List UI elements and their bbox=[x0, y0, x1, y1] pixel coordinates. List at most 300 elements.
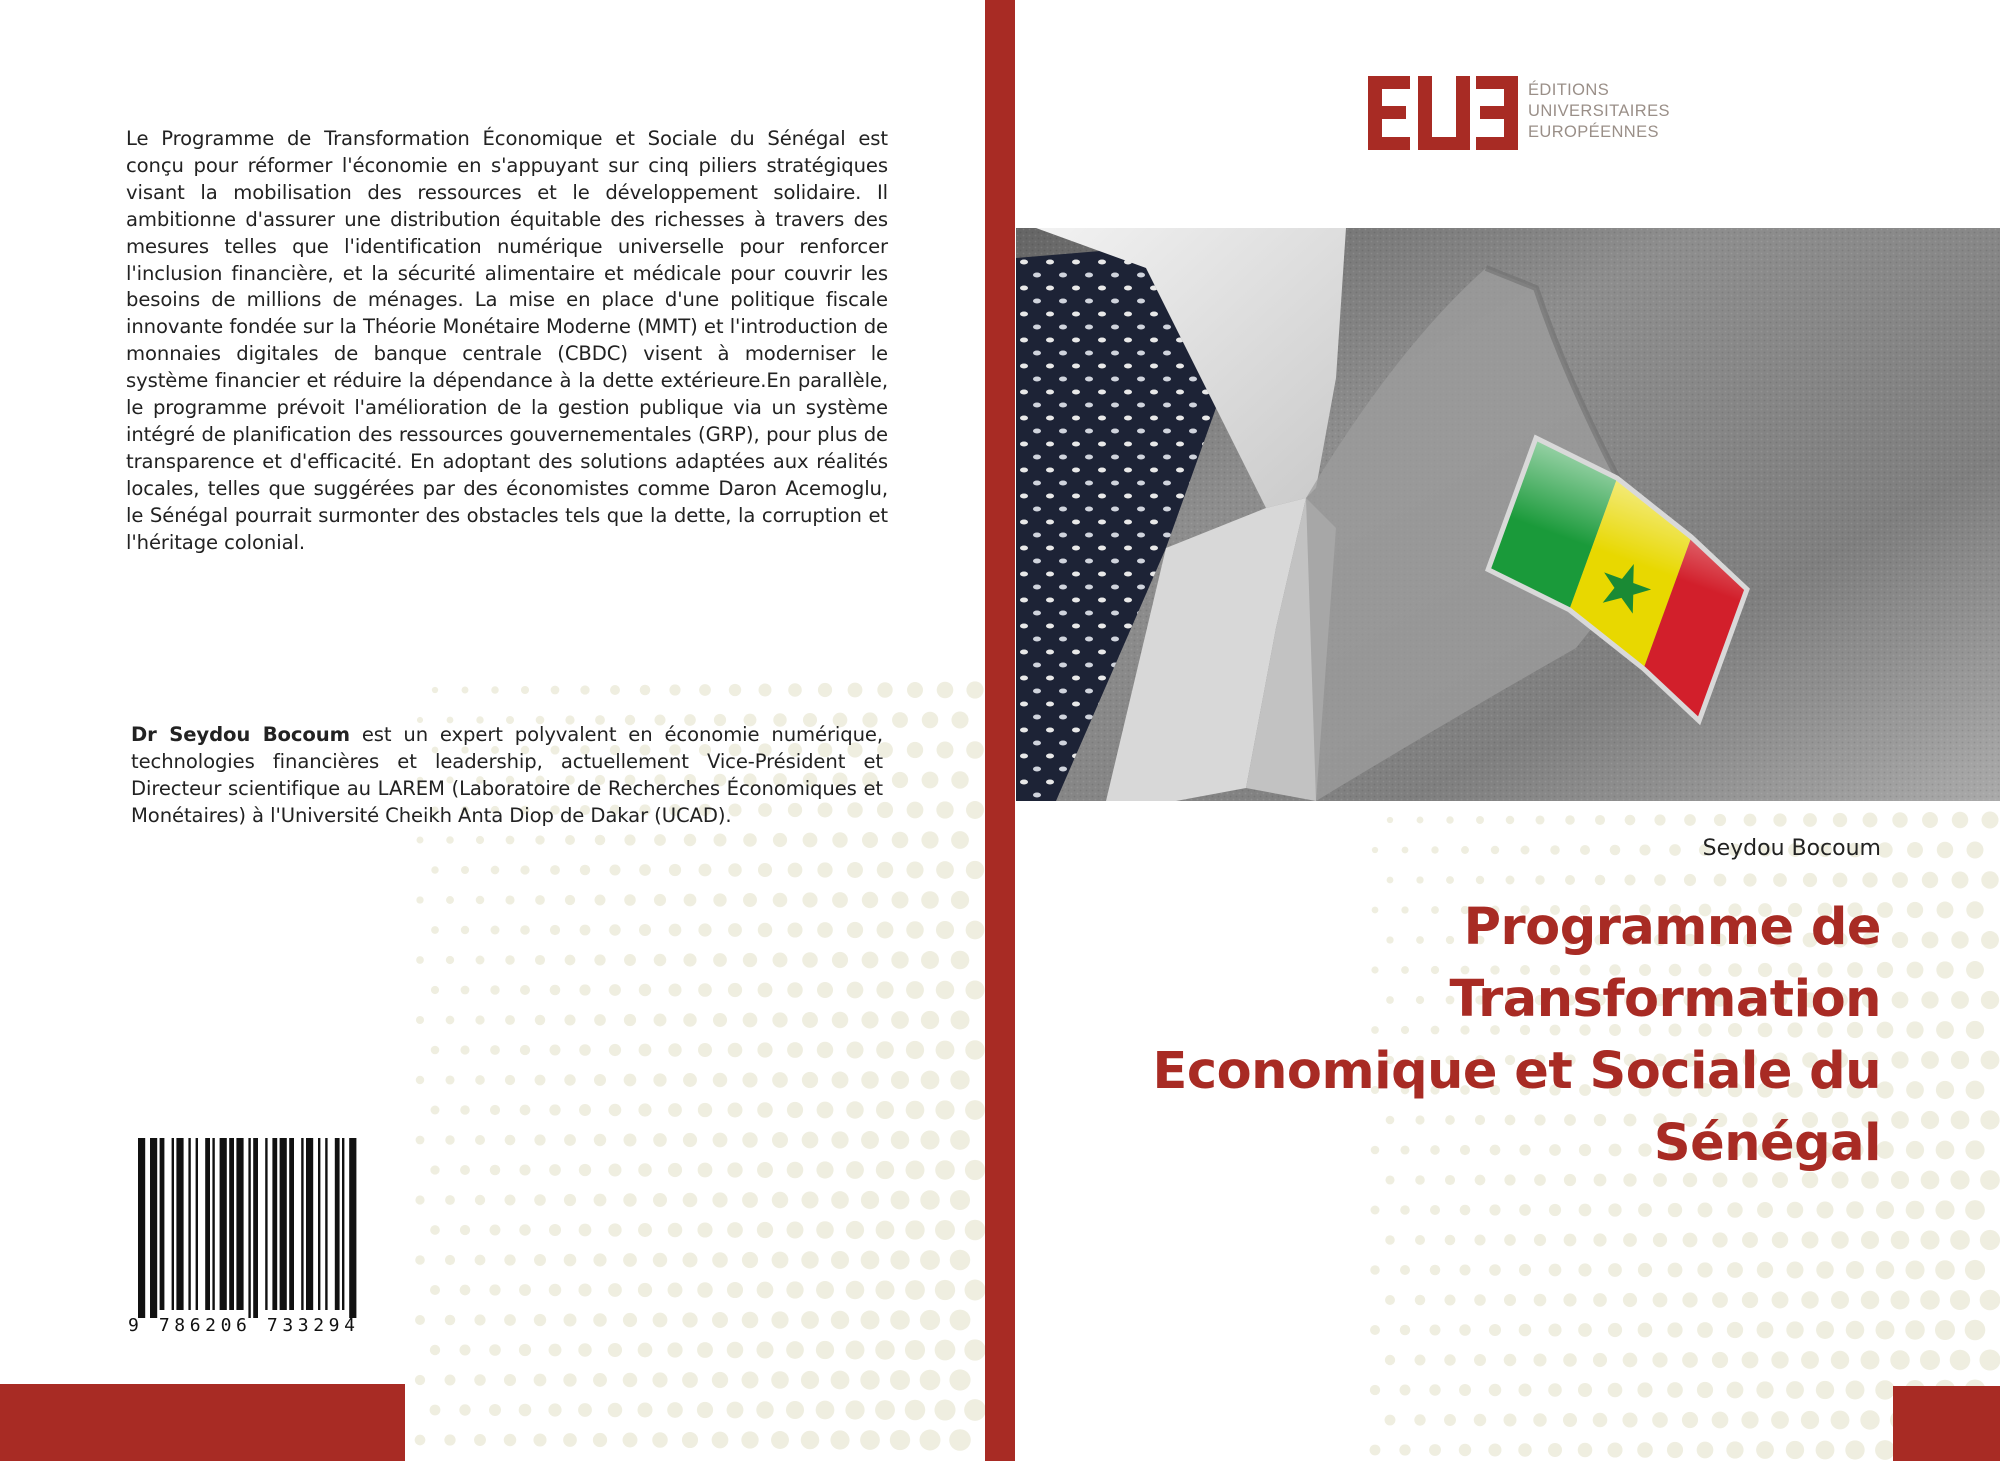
background-dot bbox=[548, 1403, 561, 1416]
background-dot bbox=[668, 1043, 681, 1056]
background-dot bbox=[816, 1341, 834, 1359]
background-dot bbox=[565, 895, 575, 905]
background-dot bbox=[1667, 1382, 1683, 1398]
background-dot bbox=[892, 712, 908, 728]
background-dot bbox=[1400, 1265, 1410, 1275]
background-dot bbox=[950, 1190, 970, 1210]
background-dot bbox=[920, 1310, 940, 1330]
spine-red-band bbox=[985, 0, 1015, 1461]
background-dot bbox=[951, 771, 968, 788]
background-dot bbox=[1533, 1413, 1547, 1427]
background-dot bbox=[1489, 1444, 1502, 1457]
background-dot bbox=[1638, 1263, 1652, 1277]
background-dot bbox=[1639, 844, 1650, 855]
background-dot bbox=[1667, 1442, 1683, 1458]
background-dot bbox=[817, 1102, 834, 1119]
background-dot bbox=[1370, 1445, 1381, 1456]
background-dot bbox=[653, 1313, 668, 1328]
background-dot bbox=[1756, 1441, 1774, 1459]
background-dot bbox=[698, 983, 712, 997]
background-dot bbox=[729, 684, 741, 696]
background-dot bbox=[905, 1280, 925, 1300]
background-dot bbox=[474, 1434, 486, 1446]
background-dot bbox=[713, 893, 726, 906]
background-dot bbox=[773, 893, 788, 908]
background-dot bbox=[668, 1283, 683, 1298]
background-dot bbox=[1653, 1233, 1667, 1247]
background-dot bbox=[1906, 1201, 1925, 1220]
publisher-name bbox=[1528, 80, 1670, 143]
background-dot bbox=[639, 984, 651, 996]
background-dot bbox=[624, 1074, 637, 1087]
background-dot bbox=[1980, 1290, 2000, 1311]
background-dot bbox=[474, 1374, 486, 1386]
background-dot bbox=[875, 1400, 895, 1420]
background-dot bbox=[1608, 1203, 1621, 1216]
background-dot bbox=[801, 1311, 819, 1329]
background-dot bbox=[922, 772, 939, 789]
background-dot bbox=[623, 1313, 637, 1327]
background-dot bbox=[668, 1103, 682, 1117]
background-dot bbox=[1861, 1351, 1880, 1370]
background-dot bbox=[1474, 1234, 1485, 1245]
background-dot bbox=[1595, 875, 1606, 886]
background-dot bbox=[446, 836, 454, 844]
background-dot bbox=[1491, 846, 1499, 854]
background-dot bbox=[624, 1014, 636, 1026]
background-dot bbox=[771, 1311, 788, 1328]
background-dot bbox=[818, 683, 832, 697]
background-dot bbox=[683, 1193, 698, 1208]
barcode-bar bbox=[220, 1138, 227, 1310]
background-dot bbox=[1891, 1111, 1909, 1129]
background-dot bbox=[875, 1280, 894, 1299]
background-dot bbox=[1786, 1441, 1804, 1459]
background-dot bbox=[460, 1285, 471, 1296]
background-dot bbox=[1951, 991, 1969, 1009]
background-dot bbox=[1579, 1204, 1592, 1217]
background-dot bbox=[831, 1251, 849, 1269]
background-dot bbox=[697, 1222, 712, 1237]
background-dot bbox=[965, 1280, 986, 1301]
background-dot bbox=[1726, 1441, 1743, 1458]
background-dot bbox=[1831, 1411, 1850, 1430]
background-dot bbox=[1385, 1415, 1396, 1426]
background-dot bbox=[1623, 1233, 1637, 1247]
background-dot bbox=[1429, 1384, 1440, 1395]
background-dot bbox=[1890, 1350, 1909, 1369]
background-dot bbox=[787, 982, 802, 997]
background-dot bbox=[431, 926, 439, 934]
background-dot bbox=[1402, 847, 1409, 854]
background-dot bbox=[1771, 1411, 1789, 1429]
background-dot bbox=[460, 1105, 470, 1115]
background-dot bbox=[1935, 1320, 1955, 1340]
barcode-bar bbox=[188, 1138, 190, 1310]
background-dot bbox=[609, 1044, 621, 1056]
background-dot bbox=[505, 1195, 516, 1206]
background-dot bbox=[906, 981, 924, 999]
background-dot bbox=[743, 893, 757, 907]
background-dot bbox=[1981, 1051, 2000, 1070]
background-dot bbox=[476, 896, 485, 905]
background-dot bbox=[1415, 1235, 1425, 1245]
background-dot bbox=[668, 1163, 682, 1177]
background-dot bbox=[1400, 1205, 1410, 1215]
background-dot bbox=[462, 687, 469, 694]
background-dot bbox=[1519, 1264, 1531, 1276]
background-dot bbox=[519, 1164, 530, 1175]
background-dot bbox=[1773, 873, 1787, 887]
background-dot bbox=[490, 1045, 500, 1055]
barcode-bar bbox=[272, 1138, 277, 1310]
background-dot bbox=[565, 955, 576, 966]
background-dot bbox=[787, 922, 802, 937]
publisher-line-3: EUROPÉENNES bbox=[1528, 123, 1659, 141]
background-dot bbox=[1563, 1353, 1577, 1367]
background-dot bbox=[714, 834, 727, 847]
background-dot bbox=[1638, 1203, 1652, 1217]
background-dot bbox=[1563, 1413, 1577, 1427]
background-dot bbox=[505, 955, 514, 964]
title-line-4: Sénégal bbox=[1653, 1114, 1881, 1173]
background-dot bbox=[1907, 902, 1923, 918]
background-dot bbox=[1892, 872, 1908, 888]
background-dot bbox=[1504, 1294, 1516, 1306]
background-dot bbox=[593, 1253, 606, 1266]
background-dot bbox=[475, 1255, 486, 1266]
background-dot bbox=[579, 1104, 591, 1116]
background-dot bbox=[1802, 1232, 1819, 1249]
background-dot bbox=[1936, 961, 1953, 978]
background-dot bbox=[964, 1339, 985, 1360]
background-dot bbox=[475, 1195, 485, 1205]
background-dot bbox=[757, 1162, 773, 1178]
background-dot bbox=[1415, 1355, 1426, 1366]
background-dot bbox=[1548, 1383, 1562, 1397]
background-dot bbox=[772, 1132, 788, 1148]
background-dot bbox=[550, 1045, 561, 1056]
background-dot bbox=[921, 1071, 940, 1090]
background-dot bbox=[921, 891, 939, 909]
background-dot bbox=[1372, 847, 1378, 853]
background-dot bbox=[1444, 1414, 1456, 1426]
background-dot bbox=[1400, 1325, 1410, 1335]
background-dot bbox=[431, 986, 439, 994]
background-dot bbox=[787, 1222, 804, 1239]
background-dot bbox=[758, 923, 772, 937]
background-dot bbox=[891, 1131, 909, 1149]
background-dot bbox=[608, 1343, 622, 1357]
background-dot bbox=[1981, 871, 1998, 888]
background-dot bbox=[698, 1163, 713, 1178]
background-dot bbox=[786, 1401, 804, 1419]
background-dot bbox=[416, 956, 424, 964]
barcode-bar bbox=[160, 1138, 165, 1310]
barcode-bar bbox=[196, 1138, 198, 1310]
background-dot bbox=[1876, 1261, 1895, 1280]
background-dot bbox=[936, 861, 954, 879]
background-dot bbox=[446, 956, 454, 964]
background-dot bbox=[861, 1131, 879, 1149]
background-dot bbox=[1936, 1021, 1954, 1039]
background-dot bbox=[638, 1283, 652, 1297]
background-dot bbox=[1757, 1202, 1773, 1218]
background-dot bbox=[1444, 1354, 1455, 1365]
barcode-icon bbox=[128, 1138, 458, 1318]
background-dot bbox=[623, 1373, 638, 1388]
background-dot bbox=[891, 1191, 910, 1210]
background-dot bbox=[551, 686, 560, 695]
background-dot bbox=[921, 951, 939, 969]
background-dot bbox=[519, 1344, 531, 1356]
background-dot bbox=[1786, 1381, 1804, 1399]
background-dot bbox=[1370, 1205, 1379, 1214]
background-dot bbox=[1400, 1385, 1411, 1396]
background-dot bbox=[936, 801, 953, 818]
background-dot bbox=[1565, 875, 1575, 885]
background-dot bbox=[757, 1042, 772, 1057]
background-dot bbox=[1504, 1234, 1516, 1246]
background-dot bbox=[699, 864, 712, 877]
background-dot bbox=[1637, 1442, 1653, 1458]
background-dot bbox=[637, 1402, 652, 1417]
background-dot bbox=[460, 1165, 470, 1175]
background-dot bbox=[1476, 876, 1484, 884]
background-dot bbox=[742, 1252, 758, 1268]
background-dot bbox=[832, 832, 847, 847]
background-dot bbox=[563, 1433, 577, 1447]
background-dot bbox=[653, 1073, 666, 1086]
background-dot bbox=[787, 1102, 803, 1118]
background-dot bbox=[564, 1314, 577, 1327]
background-dot bbox=[624, 954, 636, 966]
background-dot bbox=[1920, 1290, 1940, 1310]
background-dot bbox=[1981, 991, 1999, 1009]
background-dot bbox=[550, 865, 560, 875]
background-dot bbox=[1803, 873, 1817, 887]
background-dot bbox=[934, 1399, 955, 1420]
background-dot bbox=[504, 1254, 515, 1265]
barcode-bar bbox=[342, 1138, 344, 1310]
background-dot bbox=[520, 1105, 531, 1116]
background-dot bbox=[459, 1404, 470, 1415]
background-dot bbox=[1801, 1351, 1819, 1369]
background-dot bbox=[1937, 842, 1953, 858]
background-dot bbox=[1965, 1320, 1986, 1341]
background-dot bbox=[534, 1374, 547, 1387]
background-dot bbox=[1966, 961, 1984, 979]
background-dot bbox=[1966, 901, 1983, 918]
background-dot bbox=[759, 684, 772, 697]
background-dot bbox=[787, 1162, 804, 1179]
background-dot bbox=[474, 1314, 485, 1325]
background-dot bbox=[639, 924, 651, 936]
background-dot bbox=[1697, 1442, 1714, 1459]
background-dot bbox=[801, 1251, 818, 1268]
background-dot bbox=[802, 952, 818, 968]
background-dot bbox=[1460, 1205, 1471, 1216]
background-dot bbox=[549, 1224, 561, 1236]
background-dot bbox=[906, 1161, 925, 1180]
background-dot bbox=[565, 835, 575, 845]
background-dot bbox=[1370, 1385, 1380, 1395]
background-dot bbox=[654, 894, 666, 906]
background-dot bbox=[816, 1161, 833, 1178]
background-dot bbox=[550, 925, 560, 935]
background-dot bbox=[475, 1135, 485, 1145]
background-dot bbox=[1697, 1322, 1713, 1338]
background-dot bbox=[905, 1220, 924, 1239]
background-dot bbox=[876, 1221, 895, 1240]
background-dot bbox=[1875, 1440, 1895, 1460]
background-dot bbox=[595, 895, 606, 906]
background-dot bbox=[1980, 1170, 2000, 1190]
background-dot bbox=[802, 1132, 819, 1149]
background-dot bbox=[1727, 1262, 1743, 1278]
background-dot bbox=[860, 1310, 879, 1329]
background-dot bbox=[920, 1250, 940, 1270]
background-dot bbox=[594, 1194, 607, 1207]
background-dot bbox=[1816, 1321, 1834, 1339]
background-dot bbox=[788, 863, 803, 878]
background-dot bbox=[1757, 1262, 1773, 1278]
cover-photo bbox=[1016, 228, 2000, 801]
background-dot bbox=[1461, 846, 1469, 854]
background-dot bbox=[905, 1400, 925, 1420]
background-dot bbox=[876, 1161, 894, 1179]
background-dot bbox=[609, 984, 621, 996]
background-dot bbox=[1444, 1294, 1455, 1305]
background-dot bbox=[1622, 1412, 1637, 1427]
background-dot bbox=[654, 834, 666, 846]
background-dot bbox=[683, 1133, 697, 1147]
background-dot bbox=[431, 1046, 440, 1055]
background-dot bbox=[1922, 932, 1939, 949]
background-dot bbox=[847, 922, 863, 938]
barcode-bar bbox=[289, 1138, 294, 1310]
background-dot bbox=[534, 1194, 546, 1206]
background-dot bbox=[1892, 812, 1907, 827]
background-dot bbox=[669, 924, 682, 937]
background-dot bbox=[935, 1160, 955, 1180]
background-dot bbox=[432, 687, 438, 693]
background-dot bbox=[950, 1130, 970, 1150]
background-dot bbox=[877, 862, 894, 879]
background-dot bbox=[1387, 817, 1393, 823]
background-dot bbox=[578, 1283, 591, 1296]
background-dot bbox=[1564, 1234, 1577, 1247]
background-dot bbox=[951, 711, 968, 728]
background-dot bbox=[951, 1011, 970, 1030]
background-dot bbox=[1446, 816, 1453, 823]
background-dot bbox=[1578, 1263, 1591, 1276]
background-dot bbox=[444, 1434, 455, 1445]
background-dot bbox=[640, 685, 651, 696]
background-dot bbox=[638, 1103, 651, 1116]
background-dot bbox=[728, 1043, 743, 1058]
background-dot bbox=[1741, 1411, 1758, 1428]
background-dot bbox=[593, 1373, 607, 1387]
background-dot bbox=[1415, 1295, 1425, 1305]
background-dot bbox=[1772, 1292, 1789, 1309]
background-dot bbox=[475, 1015, 484, 1024]
background-dot bbox=[1504, 1354, 1517, 1367]
background-dot bbox=[848, 683, 863, 698]
background-dot bbox=[1892, 992, 1909, 1009]
background-dot bbox=[936, 981, 954, 999]
background-dot bbox=[743, 1013, 758, 1028]
background-dot bbox=[862, 892, 878, 908]
background-dot bbox=[623, 1433, 638, 1448]
background-dot bbox=[712, 1372, 728, 1388]
background-dot bbox=[1905, 1260, 1924, 1279]
background-dot bbox=[892, 832, 909, 849]
background-dot bbox=[817, 922, 833, 938]
barcode-bar bbox=[280, 1138, 287, 1310]
background-dot bbox=[832, 1072, 849, 1089]
background-dot bbox=[684, 834, 696, 846]
background-dot bbox=[905, 1340, 925, 1360]
background-dot bbox=[1578, 1383, 1592, 1397]
background-dot bbox=[861, 1191, 879, 1209]
background-dot bbox=[742, 1372, 759, 1389]
background-dot bbox=[1846, 1381, 1865, 1400]
background-dot bbox=[1922, 812, 1938, 828]
background-dot bbox=[830, 1430, 849, 1449]
background-dot bbox=[1803, 813, 1817, 827]
background-dot bbox=[593, 1313, 607, 1327]
background-dot bbox=[1950, 1230, 1970, 1250]
background-dot bbox=[445, 1075, 454, 1084]
background-dot bbox=[698, 1103, 712, 1117]
barcode-bar bbox=[335, 1138, 340, 1310]
background-dot bbox=[712, 1312, 728, 1328]
background-dot bbox=[505, 895, 514, 904]
background-dot bbox=[727, 1282, 743, 1298]
background-dot bbox=[1875, 1380, 1894, 1399]
background-dot bbox=[950, 1310, 971, 1331]
background-dot bbox=[922, 712, 938, 728]
background-dot bbox=[623, 1253, 637, 1267]
background-dot bbox=[728, 1103, 743, 1118]
background-dot bbox=[728, 983, 742, 997]
background-dot bbox=[832, 892, 848, 908]
background-dot bbox=[891, 1071, 909, 1089]
background-dot bbox=[415, 1375, 425, 1385]
background-dot bbox=[667, 1342, 682, 1357]
background-dot bbox=[1891, 1051, 1908, 1068]
background-dot bbox=[534, 1314, 546, 1326]
background-dot bbox=[965, 1220, 986, 1241]
background-dot bbox=[1623, 1353, 1638, 1368]
background-dot bbox=[1980, 1230, 2000, 1250]
background-dot bbox=[684, 894, 697, 907]
background-dot bbox=[1506, 876, 1515, 885]
background-dot bbox=[1981, 931, 1999, 949]
background-dot bbox=[1816, 1261, 1833, 1278]
barcode-bar bbox=[248, 1138, 250, 1318]
background-dot bbox=[1637, 1382, 1652, 1397]
background-dot bbox=[697, 1282, 712, 1297]
background-dot bbox=[758, 863, 772, 877]
background-dot bbox=[816, 1401, 835, 1420]
background-dot bbox=[920, 1130, 939, 1149]
background-dot bbox=[460, 1225, 470, 1235]
background-dot bbox=[727, 1402, 744, 1419]
background-dot bbox=[1920, 1230, 1939, 1249]
background-dot bbox=[906, 1101, 925, 1120]
